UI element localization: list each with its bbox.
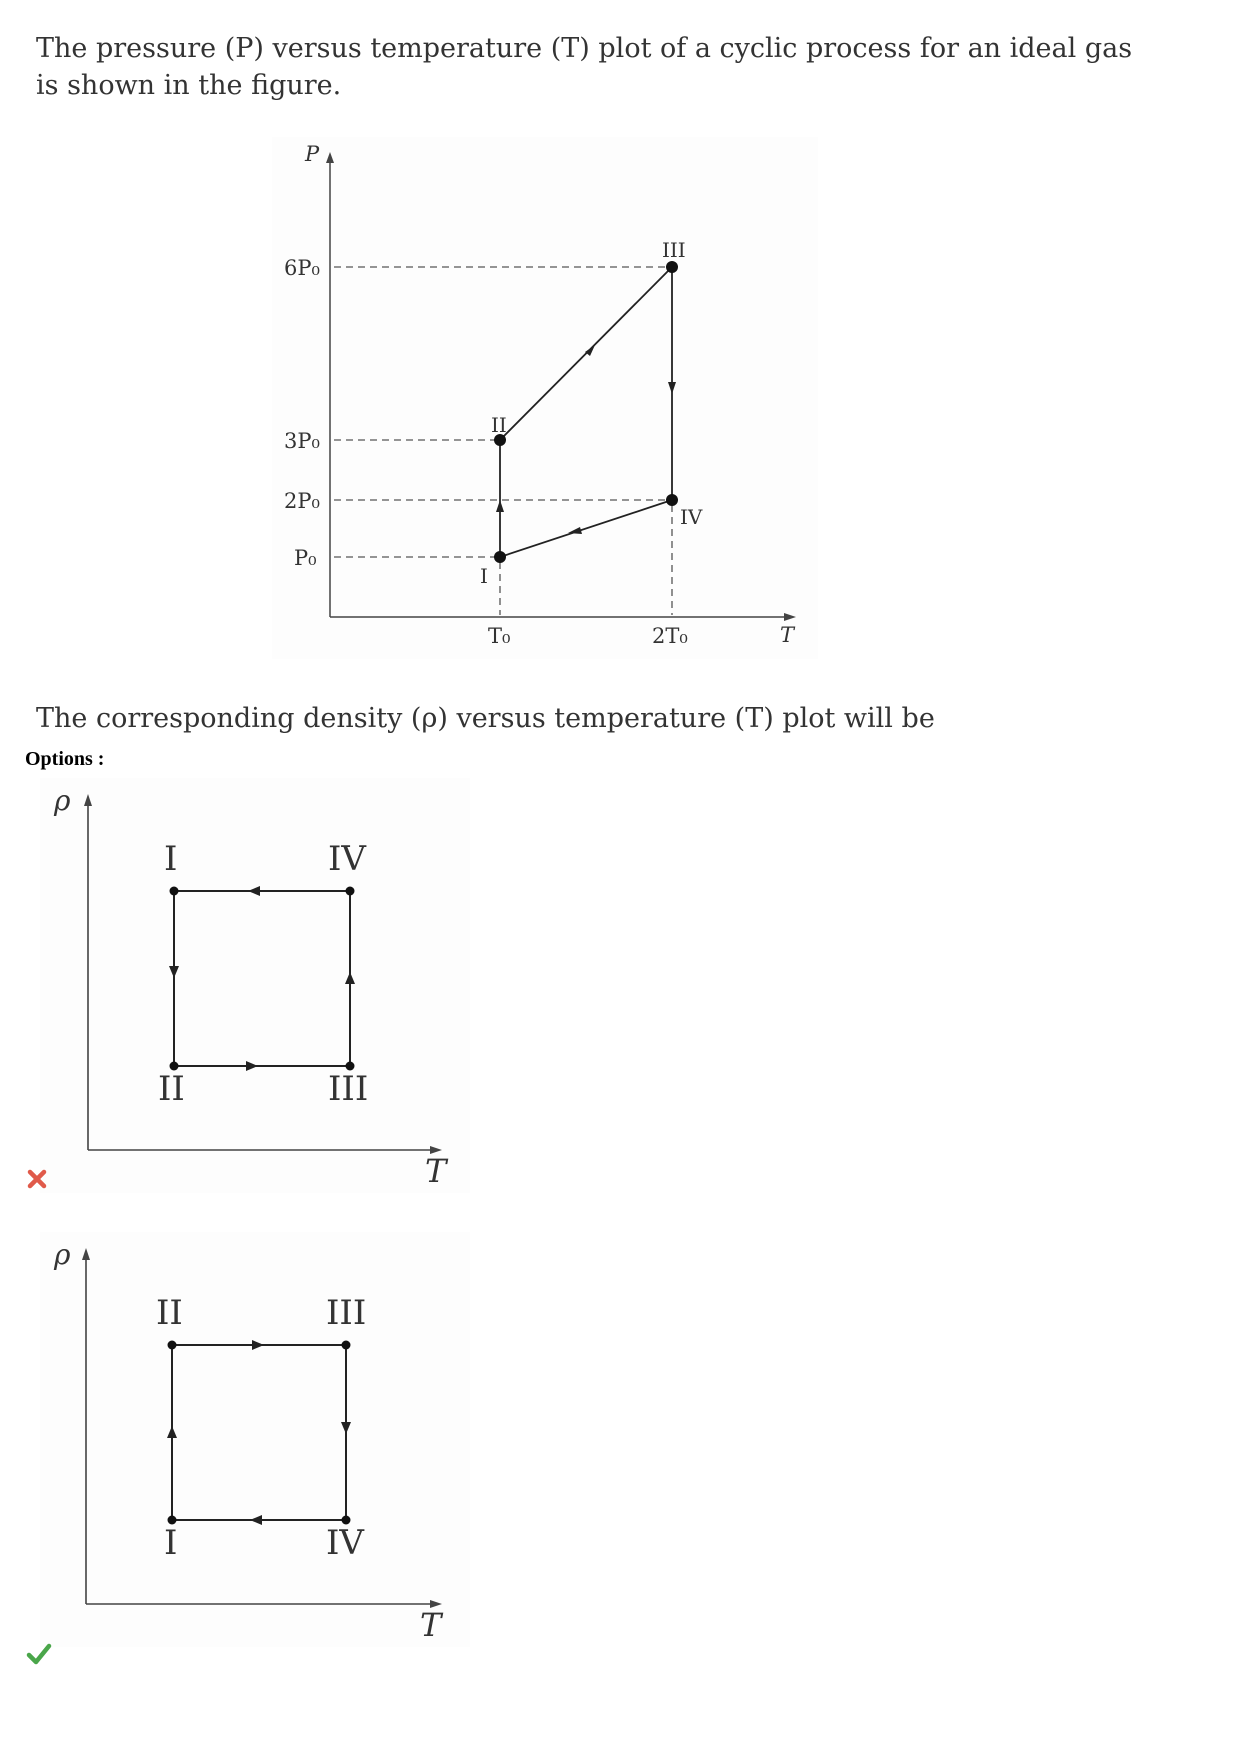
t-axis-label: T: [780, 623, 795, 647]
option-1-x-label: T: [425, 1152, 447, 1190]
question-intro: The pressure (P) versus temperature (T) plot of a cyclic process for an ideal gas is shown in the figure.: [36, 33, 1133, 101]
option-1-top-right-label: IV: [328, 839, 366, 879]
question-prompt: The corresponding density (ρ) versus temperature (T) plot will be: [36, 703, 935, 734]
arrow-ii-iii: [585, 345, 595, 356]
arrow-iii-iv: [668, 382, 676, 394]
option-1-top-left-label: I: [164, 839, 178, 879]
point-iv-label: IV: [680, 505, 703, 529]
point-iii-label: III: [662, 238, 686, 262]
option-2-bottom-right-label: IV: [326, 1523, 364, 1563]
pressure-temperature-diagram: [272, 137, 818, 659]
option-2-diagram[interactable]: [40, 1232, 470, 1647]
option-1-bottom-left-label: II: [158, 1069, 185, 1109]
options-heading: Options :: [25, 748, 105, 770]
tick-2p0: 2P₀: [284, 489, 320, 513]
tick-6p0: 6P₀: [284, 256, 320, 280]
option-2-bottom-left-label: I: [164, 1523, 178, 1563]
point-iv: [666, 494, 678, 506]
tick-2t0: 2T₀: [652, 624, 688, 648]
point-iii: [666, 261, 678, 273]
arrow-iv-i: [568, 527, 582, 534]
option-1-diagram[interactable]: [40, 778, 470, 1193]
cross-icon: [26, 1168, 48, 1190]
option-1-bottom-right-label: III: [328, 1069, 369, 1109]
option-2-y-label: ρ: [54, 1238, 71, 1271]
p-axis-label: P: [305, 142, 320, 166]
tick-p0: P₀: [294, 546, 317, 570]
option-2-x-label: T: [420, 1606, 442, 1644]
option-2-top-right-label: III: [326, 1293, 367, 1333]
arrow-i-ii: [496, 500, 504, 512]
tick-t0: T₀: [488, 624, 511, 648]
option-1-y-label: ρ: [54, 784, 71, 817]
point-i-label: I: [480, 564, 488, 588]
process-ii-iii: [500, 267, 672, 440]
point-ii-label: II: [491, 413, 507, 437]
process-iv-i: [500, 500, 672, 557]
check-icon: [26, 1642, 52, 1666]
option-2-top-left-label: II: [156, 1293, 183, 1333]
point-i: [494, 551, 506, 563]
tick-3p0: 3P₀: [284, 429, 320, 453]
